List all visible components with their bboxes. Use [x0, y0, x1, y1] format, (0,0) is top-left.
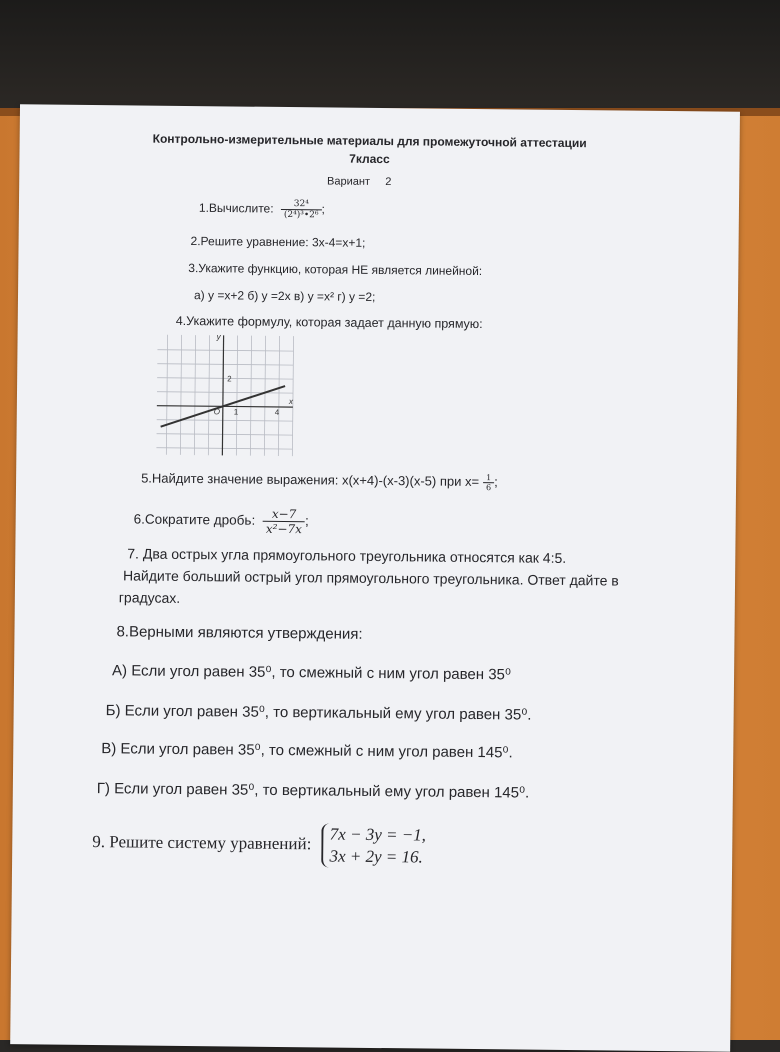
statement-b: Б) Если угол равен 35⁰, то вертикальный ему угол равен 35⁰.	[105, 702, 532, 724]
question-7-line-2: Найдите больший острый угол прямоугольного треугольника. Ответ дайте в	[123, 567, 619, 589]
y-axis	[222, 335, 223, 455]
question-5-text: 5.Найдите значение выражения: х(х+4)-(х-3)(х-5) при х=	[141, 470, 480, 489]
y-axis-label: у	[216, 332, 221, 342]
question-6-fraction	[263, 507, 305, 536]
page-title: Контрольно-измерительные материалы для промежуточной аттестации	[152, 131, 587, 151]
variant-label: Вариант	[326, 175, 371, 188]
fraction-numerator: 1	[483, 473, 494, 483]
question-4: 4.Укажите формулу, которая задает данную прямую:	[175, 313, 483, 332]
question-7-line-1: 7. Два острых угла прямоугольного треугольника относятся как 4:5.	[127, 545, 567, 566]
x-tick-label-4: 4	[274, 407, 280, 417]
class-label: 7класс	[349, 151, 390, 167]
variant-line	[19, 172, 699, 191]
fraction-numerator: x−7	[263, 507, 305, 522]
y-tick-label: 2	[227, 374, 232, 384]
graph-grid	[156, 335, 293, 456]
statement-a: А) Если угол равен 35⁰, то смежный с ним угол равен 35⁰	[112, 662, 512, 684]
equation-system	[321, 823, 426, 868]
question-3-options: а) у =х+2 б) у =2х в) у =x² г) у =2;	[193, 288, 376, 304]
fraction-denominator: 6	[486, 483, 492, 493]
statement-v: В) Если угол равен 35⁰, то смежный с ним угол равен 145⁰.	[101, 740, 513, 762]
line-graph	[146, 330, 297, 462]
question-2: 2.Решите уравнение: 3х-4=х+1;	[190, 234, 366, 250]
question-1	[199, 198, 325, 220]
question-3: 3.Укажите функцию, которая НЕ является линейной:	[188, 261, 483, 279]
origin-label: О	[213, 407, 221, 417]
fraction-denominator: x²−7x	[265, 521, 303, 537]
question-5-fraction	[483, 473, 494, 492]
fraction-numerator: 32⁴	[281, 199, 322, 210]
equation-1: 7x − 3y = −1,	[329, 824, 427, 845]
statement-g: Г) Если угол равен 35⁰, то вертикальный ему угол равен 145⁰.	[96, 780, 530, 802]
question-9	[92, 821, 426, 869]
fraction-denominator: (2⁴)³•2⁶	[283, 209, 319, 221]
question-5	[141, 470, 498, 493]
question-9-label: 9. Решите систему уравнений:	[92, 832, 312, 854]
variant-number: 2	[385, 176, 392, 189]
question-7-line-3: градусах.	[118, 589, 181, 606]
exam-sheet	[10, 104, 740, 1051]
question-1-label: 1.Вычислите:	[198, 200, 274, 216]
x-tick-label-1: 1	[233, 407, 239, 417]
question-8: 8.Верными являются утверждения:	[116, 623, 363, 643]
x-axis-label: х	[288, 397, 293, 407]
punctuation: ;	[304, 513, 309, 529]
question-6	[134, 505, 309, 536]
equation-2: 3x + 2y = 16.	[329, 846, 423, 867]
question-6-label: 6.Сократите дробь:	[133, 511, 256, 528]
punctuation: ;	[321, 202, 325, 217]
punctuation: ;	[494, 474, 498, 490]
question-1-fraction	[281, 199, 325, 221]
